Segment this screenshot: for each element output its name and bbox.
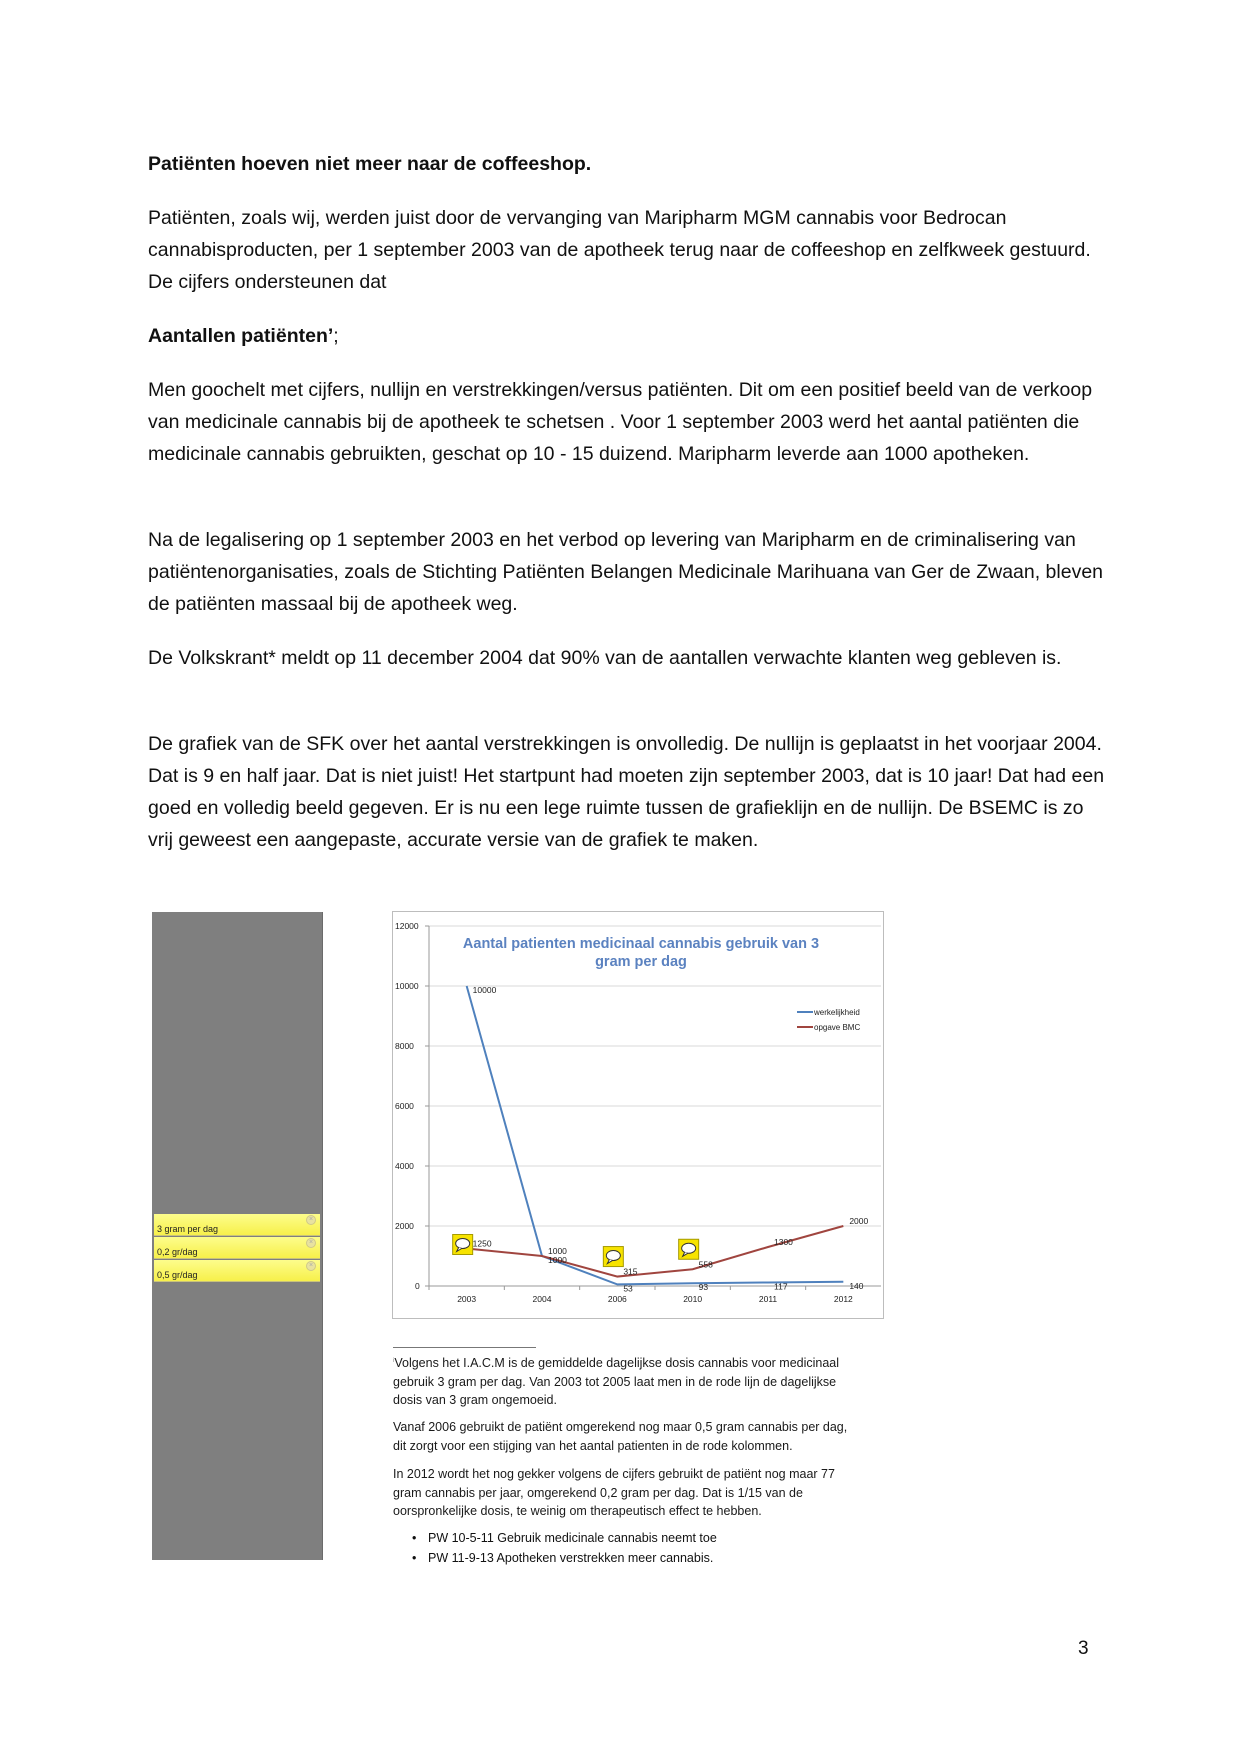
sticky-note[interactable]: [154, 1260, 320, 1282]
svg-text:10000: 10000: [472, 985, 497, 995]
svg-text:opgave BMC: opgave BMC: [814, 1023, 861, 1032]
sticky-notes-panel: [152, 912, 323, 1560]
x-axis-ticks: [457, 1294, 853, 1304]
paragraph-goochelen: Men goochelt met cijfers, nullijn en verstrekkingen/versus patiënten. Dit om een positief beeld van de verkoop van medicinale cannabis bij de apotheek te schetsen . Voor 1 september 2003 werd het aantal patiënten die medicinale cannabis gebruikten, geschat op 10 - 15 duizend. Maripharm leverde aan 1000 apotheken.: [148, 379, 1093, 465]
close-icon[interactable]: ×: [306, 1238, 316, 1248]
svg-text:4000: 4000: [395, 1161, 414, 1171]
comment-bubble-icon[interactable]: [603, 1247, 623, 1267]
paragraph-intro: Patiënten, zoals wij, werden juist door de vervanging van Maripharm MGM cannabis voor Bedrocan cannabisproducten, per 1 september 2003 van de apotheek terug naar de coffeeshop en zelfkweek gestuurd. De cijfers ondersteunen dat: [148, 207, 1091, 293]
sticky-note[interactable]: [154, 1214, 320, 1236]
svg-text:0: 0: [415, 1281, 420, 1291]
svg-text:6000: 6000: [395, 1101, 414, 1111]
footnote-marker: i: [393, 1358, 395, 1364]
svg-text:53: 53: [623, 1283, 633, 1294]
svg-text:12000: 12000: [395, 921, 419, 931]
list-item: • PW 10-5-11 Gebruik medicinale cannabis neemt toe: [412, 1528, 717, 1548]
svg-text:2010: 2010: [683, 1294, 703, 1304]
comment-bubble-icon[interactable]: [679, 1239, 699, 1259]
sticky-note-label: 0,2 gr/dag: [157, 1247, 198, 1257]
svg-text:2003: 2003: [457, 1294, 477, 1304]
heading-bold-text: Aantallen patiënten’: [148, 325, 334, 347]
close-icon[interactable]: ×: [306, 1215, 316, 1225]
svg-text:werkelijkheid: werkelijkheid: [814, 1008, 860, 1017]
footnote-1: [393, 1352, 853, 1410]
sticky-note[interactable]: [154, 1237, 320, 1259]
data-labels: [473, 985, 869, 1293]
svg-text:2012: 2012: [833, 1294, 853, 1304]
svg-text:2006: 2006: [607, 1294, 627, 1304]
svg-text:1250: 1250: [472, 1238, 492, 1249]
svg-text:140: 140: [849, 1280, 864, 1291]
svg-text:558: 558: [698, 1259, 713, 1270]
footnote-1-text: Volgens het I.A.C.M is de gemiddelde dagelijkse dosis cannabis voor medicinaal gebruik 3 gram per dag. Van 2003 tot 2005 laat men in de rode lijn de dagelijkse dosis van 3 gram ongemoeid.: [393, 1356, 840, 1408]
svg-text:2004: 2004: [532, 1294, 552, 1304]
svg-text:2011: 2011: [758, 1294, 778, 1304]
footnote-2: Vanaf 2006 gebruikt de patiënt omgerekend nog maar 0,5 gram cannabis per dag, dit zorgt voor een stijging van het aantal patienten in de rode kolommen.: [393, 1420, 848, 1453]
heading-rest-text: ;: [333, 325, 339, 347]
section-heading-aantallen: [148, 320, 1108, 352]
sticky-note-label: 3 gram per dag: [157, 1224, 219, 1234]
comment-bubble-icon[interactable]: [453, 1235, 473, 1255]
list-item: • PW 11-9-13 Apotheken verstrekken meer cannabis.: [412, 1548, 717, 1568]
paragraph-volkskrant: De Volkskrant* meldt op 11 december 2004 dat 90% van de aantallen verwachte klanten weg gebleven is.: [148, 647, 1062, 669]
sticky-note-label: 0,5 gr/dag: [157, 1270, 198, 1280]
page-number: 3: [1078, 1638, 1089, 1659]
y-axis-ticks: [395, 921, 420, 1291]
paragraph-grafiek: De grafiek van de SFK over het aantal verstrekkingen is onvolledig. De nullijn is geplaatst in het voorjaar 2004. Dat is 9 en half jaar. Dat is niet juist! Het startpunt had moeten zijn september 2003, dat is 10 jaar! Dat had een goed en volledig beeld gegeven. Er is nu een lege ruimte tussen de grafieklijn en de nullijn. De BSEMC is zo vrij geweest een aangepaste, accurate versie van de grafiek te maken.: [148, 733, 1105, 851]
chart-legend: [797, 1008, 860, 1032]
svg-text:315: 315: [623, 1266, 638, 1277]
footnote-separator: [393, 1347, 536, 1348]
svg-text:2000: 2000: [849, 1216, 869, 1226]
line-chart: [392, 911, 884, 1319]
svg-text:8000: 8000: [395, 1041, 414, 1051]
close-icon[interactable]: ×: [306, 1261, 316, 1271]
chart-title-line2: gram per dag: [595, 954, 687, 970]
svg-text:10000: 10000: [395, 981, 419, 991]
svg-text:1000: 1000: [548, 1246, 567, 1256]
footnote-3: In 2012 wordt het nog gekker volgens de cijfers gebruikt de patiënt nog maar 77 gram cannabis per jaar, omgerekend 0,2 gram per dag. Dat is 1/15 van de oorspronkelijke dosis, te weinig om therapeutisch effect te hebben.: [393, 1467, 835, 1518]
chart-title: Aantal patienten medicinaal cannabis gebruik van 3: [462, 936, 820, 952]
svg-text:2000: 2000: [395, 1221, 414, 1231]
svg-text:117: 117: [774, 1281, 788, 1292]
paragraph-legalisering: Na de legalisering op 1 september 2003 en het verbod op levering van Maripharm en de criminalisering van patiëntenorganisaties, zoals de Stichting Patiënten Belangen Medicinale Marihuana van Ger de Zwaan, bleven de patiënten massaal bij de apotheek weg.: [148, 529, 1104, 615]
reference-list: [412, 1528, 717, 1568]
section-heading-coffeeshop: Patiënten hoeven niet meer naar de coffeeshop.: [148, 153, 592, 175]
svg-text:93: 93: [698, 1282, 709, 1293]
svg-text:1300: 1300: [774, 1237, 793, 1247]
svg-text:1000: 1000: [548, 1255, 567, 1265]
chart-canvas: [393, 912, 885, 1320]
